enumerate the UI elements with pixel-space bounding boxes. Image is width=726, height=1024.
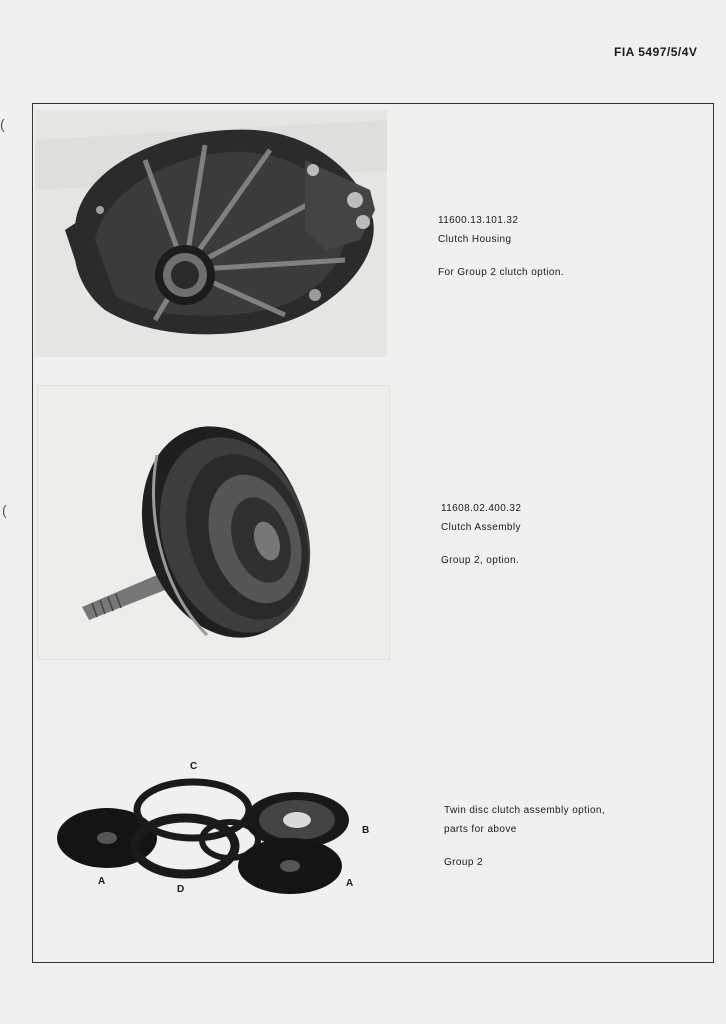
item-3-line-2: parts for above (444, 824, 517, 835)
item-2-caption (441, 499, 521, 570)
edge-mark-top: ( (0, 116, 5, 132)
clutch-housing-photo (35, 110, 387, 357)
item-2-note: Group 2, option. (441, 555, 520, 566)
clutch-assembly-photo (37, 385, 390, 660)
edge-mark-middle: ( (2, 502, 7, 518)
part-label-c: C (190, 761, 198, 772)
item-1-caption (438, 211, 564, 282)
item-3-caption (444, 801, 605, 872)
item-3-note: Group 2 (444, 857, 483, 868)
item-1-part-number: 11600.13.101.32 (438, 215, 519, 226)
item-3-line-1: Twin disc clutch assembly option, (444, 805, 606, 816)
part-label-b: B (362, 825, 370, 836)
item-1-note: For Group 2 clutch option. (438, 267, 565, 278)
item-2-part-number: 11608.02.400.32 (441, 503, 522, 514)
document-reference: FIA 5497/5/4V (614, 45, 698, 59)
part-label-d: D (177, 884, 185, 895)
item-2-name: Clutch Assembly (441, 522, 521, 533)
part-label-a-left: A (98, 876, 106, 887)
item-1-name: Clutch Housing (438, 234, 512, 245)
part-label-a-right: A (346, 878, 354, 889)
